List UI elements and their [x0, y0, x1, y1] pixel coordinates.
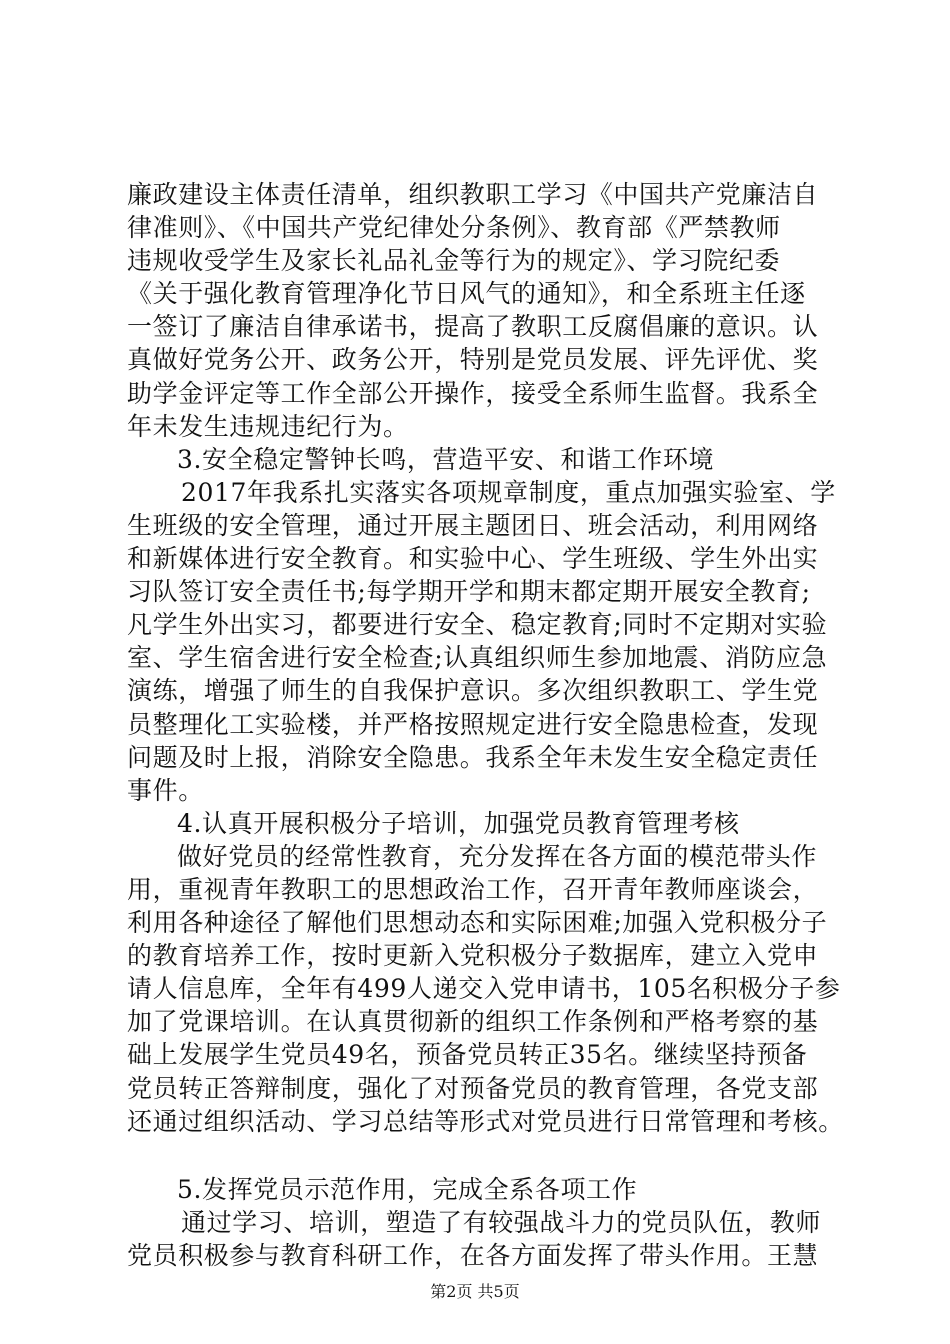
body-line: 室、学生宿舍进行安全检查;认真组织师生参加地震、消防应急 — [127, 643, 828, 673]
body-line: 党员转正答辩制度，强化了对预备党员的教育管理，各党支部 — [127, 1073, 819, 1103]
section-heading: 3.安全稳定警钟长鸣，营造平安、和谐工作环境 — [177, 444, 715, 474]
body-line: 《关于强化教育管理净化节日风气的通知》，和全系班主任逐 — [127, 279, 806, 309]
body-line: 廉政建设主体责任清单，组织教职工学习《中国共产党廉洁自 — [127, 180, 819, 209]
body-line: 2017年我系扎实落实各项规章制度，重点加强实验室、学 — [181, 477, 836, 507]
body-line: 年未发生违规违纪行为。 — [127, 411, 409, 441]
body-line: 党员积极参与教育科研工作，在各方面发挥了带头作用。王慧 — [127, 1240, 819, 1270]
body-line: 违规收受学生及家长礼品礼金等行为的规定》、学习院纪委 — [127, 246, 781, 276]
section-heading: 5.发挥党员示范作用，完成全系各项工作 — [177, 1174, 638, 1204]
body-line: 演练，增强了师生的自我保护意识。多次组织教职工、学生党 — [127, 676, 819, 706]
body-line: 做好党员的经常性教育，充分发挥在各方面的模范带头作 — [177, 841, 818, 871]
page-footer: 第2页 共5页 — [430, 1282, 520, 1301]
body-line: 请人信息库，全年有499人递交入党申请书，105名积极分子参 — [127, 974, 841, 1004]
body-line: 真做好党务公开、政务公开，特别是党员发展、评先评优、奖 — [127, 345, 819, 375]
body-line: 生班级的安全管理，通过开展主题团日、班会活动，利用网络 — [127, 510, 819, 540]
body-line: 础上发展学生党员49名，预备党员转正35名。继续坚持预备 — [127, 1040, 808, 1070]
section-heading: 4.认真开展积极分子培训，加强党员教育管理考核 — [177, 808, 740, 838]
paragraph-gap — [127, 1138, 827, 1173]
body-line: 用，重视青年教职工的思想政治工作，召开青年教师座谈会， — [127, 874, 819, 904]
body-line: 加了党课培训。在认真贯彻新的组织工作条例和严格考察的基 — [127, 1007, 819, 1037]
body-line: 还通过组织活动、学习总结等形式对党员进行日常管理和考核。 — [127, 1106, 844, 1136]
body-line: 的教育培养工作，按时更新入党积极分子数据库，建立入党申 — [127, 941, 819, 971]
body-line: 事件。 — [127, 775, 204, 805]
body-line: 和新媒体进行安全教育。和实验中心、学生班级、学生外出实 — [127, 544, 819, 574]
body-line: 一签订了廉洁自律承诺书，提高了教职工反腐倡廉的意识。认 — [127, 312, 819, 342]
body-line: 凡学生外出实习，都要进行安全、稳定教育;同时不定期对实验 — [127, 610, 828, 640]
body-line: 员整理化工实验楼，并严格按照规定进行安全隐患检查，发现 — [127, 709, 819, 739]
body-line: 律准则》、《中国共产党纪律处分条例》、教育部《严禁教师 — [127, 213, 781, 243]
body-line: 习队签订安全责任书;每学期开学和期末都定期开展安全教育; — [127, 577, 811, 607]
body-line: 利用各种途径了解他们思想动态和实际困难;加强入党积极分子 — [127, 908, 828, 938]
body-line: 通过学习、培训，塑造了有较强战斗力的党员队伍，教师 — [181, 1207, 822, 1237]
body-line: 助学金评定等工作全部公开操作，接受全系师生监督。我系全 — [127, 378, 819, 408]
body-line: 问题及时上报，消除安全隐患。我系全年未发生安全稳定责任 — [127, 742, 819, 772]
document-body — [127, 178, 844, 1272]
